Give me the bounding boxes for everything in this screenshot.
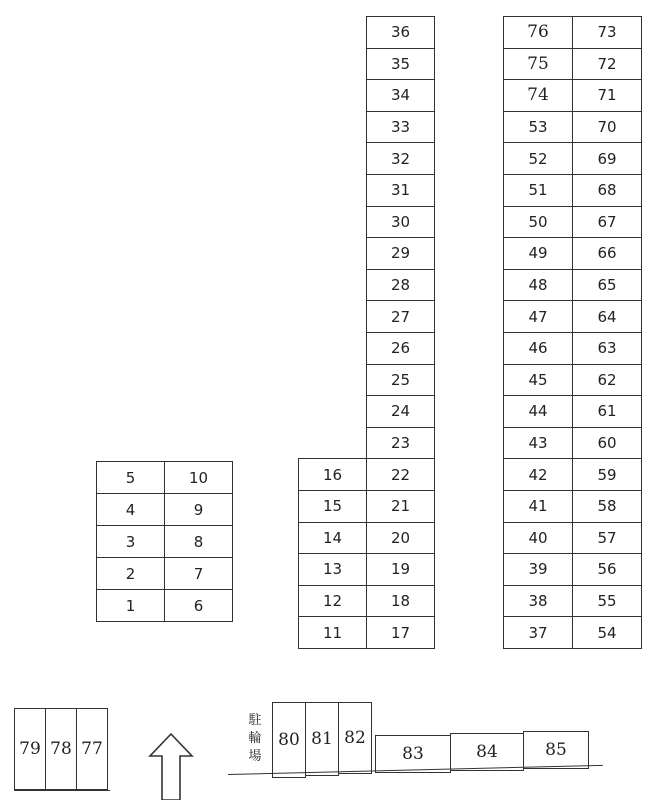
- parking-space: 47: [503, 300, 573, 333]
- parking-space: 37: [503, 616, 573, 649]
- parking-space: 5: [96, 461, 165, 494]
- parking-space: 49: [503, 237, 573, 270]
- bike-parking-char: 輪: [248, 731, 262, 746]
- parking-space: 67: [572, 206, 642, 239]
- parking-space: 45: [503, 364, 573, 397]
- parking-space: 9: [164, 493, 233, 526]
- parking-space: 35: [366, 48, 435, 81]
- parking-space: 63: [572, 332, 642, 365]
- parking-space: 1: [96, 589, 165, 622]
- parking-space: 18: [366, 585, 435, 618]
- up-arrow-icon: [148, 732, 194, 800]
- parking-space: 17: [366, 616, 435, 649]
- parking-space: 6: [164, 589, 233, 622]
- parking-space: 50: [503, 206, 573, 239]
- parking-space: 61: [572, 395, 642, 428]
- parking-space: 62: [572, 364, 642, 397]
- parking-space: 24: [366, 395, 435, 428]
- parking-space: 54: [572, 616, 642, 649]
- parking-space: 66: [572, 237, 642, 270]
- parking-space: 46: [503, 332, 573, 365]
- parking-space: 33: [366, 111, 435, 144]
- bike-parking-char: 場: [248, 749, 262, 764]
- parking-space: 60: [572, 427, 642, 460]
- parking-space: 20: [366, 522, 435, 555]
- parking-space: 59: [572, 458, 642, 491]
- parking-space: 3: [96, 525, 165, 558]
- parking-space: 72: [572, 48, 642, 81]
- parking-space: 19: [366, 553, 435, 586]
- parking-space: 44: [503, 395, 573, 428]
- parking-space: 40: [503, 522, 573, 555]
- parking-space: 28: [366, 269, 435, 302]
- parking-space: 26: [366, 332, 435, 365]
- bike-parking-label: [246, 712, 264, 766]
- parking-space: 36: [366, 16, 435, 49]
- parking-space: 11: [298, 616, 367, 649]
- parking-space: 58: [572, 490, 642, 523]
- parking-space: 64: [572, 300, 642, 333]
- parking-space: 75: [503, 48, 573, 81]
- parking-space: 12: [298, 585, 367, 618]
- parking-space: 21: [366, 490, 435, 523]
- parking-space: 29: [366, 237, 435, 270]
- parking-space: 31: [366, 174, 435, 207]
- parking-space: 77: [76, 708, 108, 790]
- parking-space: 69: [572, 142, 642, 175]
- parking-space: 74: [503, 79, 573, 112]
- parking-space: 27: [366, 300, 435, 333]
- parking-space: 76: [503, 16, 573, 49]
- parking-space: 8: [164, 525, 233, 558]
- parking-space: 80: [272, 702, 306, 778]
- parking-space: 85: [523, 731, 589, 769]
- parking-space: 22: [366, 458, 435, 491]
- parking-space: 82: [338, 702, 372, 774]
- parking-space: 30: [366, 206, 435, 239]
- parking-space: 2: [96, 557, 165, 590]
- parking-space: 53: [503, 111, 573, 144]
- parking-space: 81: [305, 702, 339, 776]
- parking-space: 42: [503, 458, 573, 491]
- parking-space: 13: [298, 553, 367, 586]
- parking-space: 83: [375, 735, 451, 773]
- parking-space: 34: [366, 79, 435, 112]
- parking-space: 70: [572, 111, 642, 144]
- parking-space: 68: [572, 174, 642, 207]
- bike-parking-char: 駐: [248, 713, 262, 728]
- parking-space: 78: [45, 708, 77, 790]
- parking-space: 38: [503, 585, 573, 618]
- parking-space: 84: [450, 733, 524, 771]
- parking-space: 4: [96, 493, 165, 526]
- parking-space: 79: [14, 708, 46, 790]
- parking-space: 14: [298, 522, 367, 555]
- parking-space: 25: [366, 364, 435, 397]
- parking-space: 56: [572, 553, 642, 586]
- parking-space: 41: [503, 490, 573, 523]
- parking-space: 52: [503, 142, 573, 175]
- parking-space: 57: [572, 522, 642, 555]
- parking-space: 32: [366, 142, 435, 175]
- parking-space: 39: [503, 553, 573, 586]
- parking-space: 16: [298, 458, 367, 491]
- parking-space: 15: [298, 490, 367, 523]
- parking-space: 71: [572, 79, 642, 112]
- parking-space: 7: [164, 557, 233, 590]
- road-line: [14, 790, 110, 791]
- parking-space: 10: [164, 461, 233, 494]
- parking-space: 51: [503, 174, 573, 207]
- parking-space: 65: [572, 269, 642, 302]
- parking-space: 23: [366, 427, 435, 460]
- parking-space: 48: [503, 269, 573, 302]
- parking-space: 43: [503, 427, 573, 460]
- parking-space: 55: [572, 585, 642, 618]
- parking-space: 73: [572, 16, 642, 49]
